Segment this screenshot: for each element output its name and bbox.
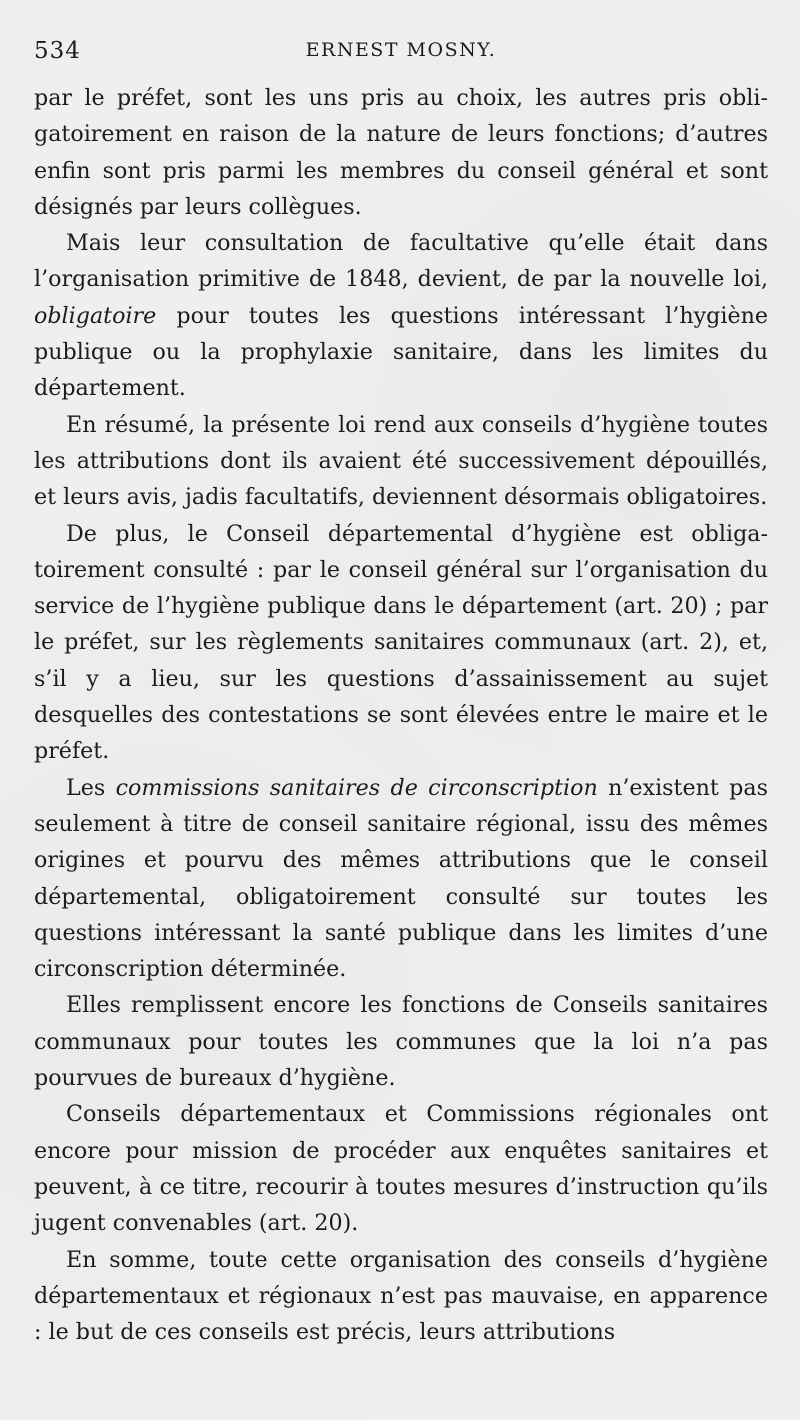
text-segment: Les: [66, 774, 116, 801]
text-segment: Elles remplissent encore les fonctions de Conseils sanitaires communaux pour toutes les communes que la loi n’a pas pourvues de bureaux d’hygiène.: [34, 992, 768, 1092]
text-segment: En somme, toute cette organisation des conseils d’hygiène départementaux et régionaux n’est pas mauvaise, en apparence : le but de ces conseils est précis, leurs attributions: [34, 1246, 768, 1346]
paragraph-summary: [34, 407, 768, 516]
paragraph-departmental-council: [34, 516, 768, 770]
running-title: ERNEST MOSNY.: [305, 39, 497, 61]
text-segment: pour toutes les questions intéressant l’hygiène publique ou la prophylaxie sanitaire, dans les limites du département.: [34, 302, 768, 402]
text-segment: En résumé, la présente loi rend aux conseils d’hygiène toutes les attributions dont ils avaient été successivement dépouillés, et leurs avis, jadis facultatifs, deviennent désormais obligatoires.: [34, 411, 768, 511]
italic-term: obligatoire: [34, 302, 157, 329]
paragraph-consultation: [34, 225, 768, 406]
italic-term: commissions sanitaires de circonscription: [115, 774, 598, 801]
page-number: 534: [34, 38, 81, 64]
paragraph-conclusion: [34, 1242, 768, 1351]
paragraph-continuation: [34, 80, 768, 225]
paragraph-functions: [34, 987, 768, 1096]
text-segment: n’existent pas seulement à titre de conseil sanitaire régional, issu des mêmes origines et pourvu des mêmes attributions que le conseil départemental, obligatoirement consulté sur toutes les questions intéressant la santé publique dans les limites d’une circonscription déterminée.: [34, 774, 768, 983]
text-segment: par le préfet, sont les uns pris au choix, les autres pris obligatoirement en raison de la nature de leurs fonctions; d’autres enfin sont pris parmi les membres du conseil général et sont désignés par leurs collègues.: [34, 85, 768, 220]
body-text: [34, 80, 768, 1350]
text-segment: De plus, le Conseil départemental d’hygiène est obligatoirement consulté : par le conseil général sur l’organisation du service de l’hygiène publique dans le département (art. 20) ; par le préfet, sur les règlements sanitaires communaux (art. 2), et, s’il y a lieu, sur les questions d’assainissement au sujet desquelles des contestations se sont élevées entre le maire et le préfet.: [34, 520, 768, 765]
paragraph-inquiries: [34, 1096, 768, 1241]
running-head: [34, 30, 768, 66]
paragraph-commissions: [34, 770, 768, 988]
text-segment: Conseils départementaux et Commissions régionales ont encore pour mission de procéder aux enquêtes sanitaires et peuvent, à ce titre, recourir à toutes mesures d’instruction qu’ils jugent convenables (art. 20).: [34, 1101, 768, 1237]
text-segment: Mais leur consultation de facultative qu’elle était dans l’organisation primitive de 1848, devient, de par la nouvelle loi,: [34, 230, 768, 293]
